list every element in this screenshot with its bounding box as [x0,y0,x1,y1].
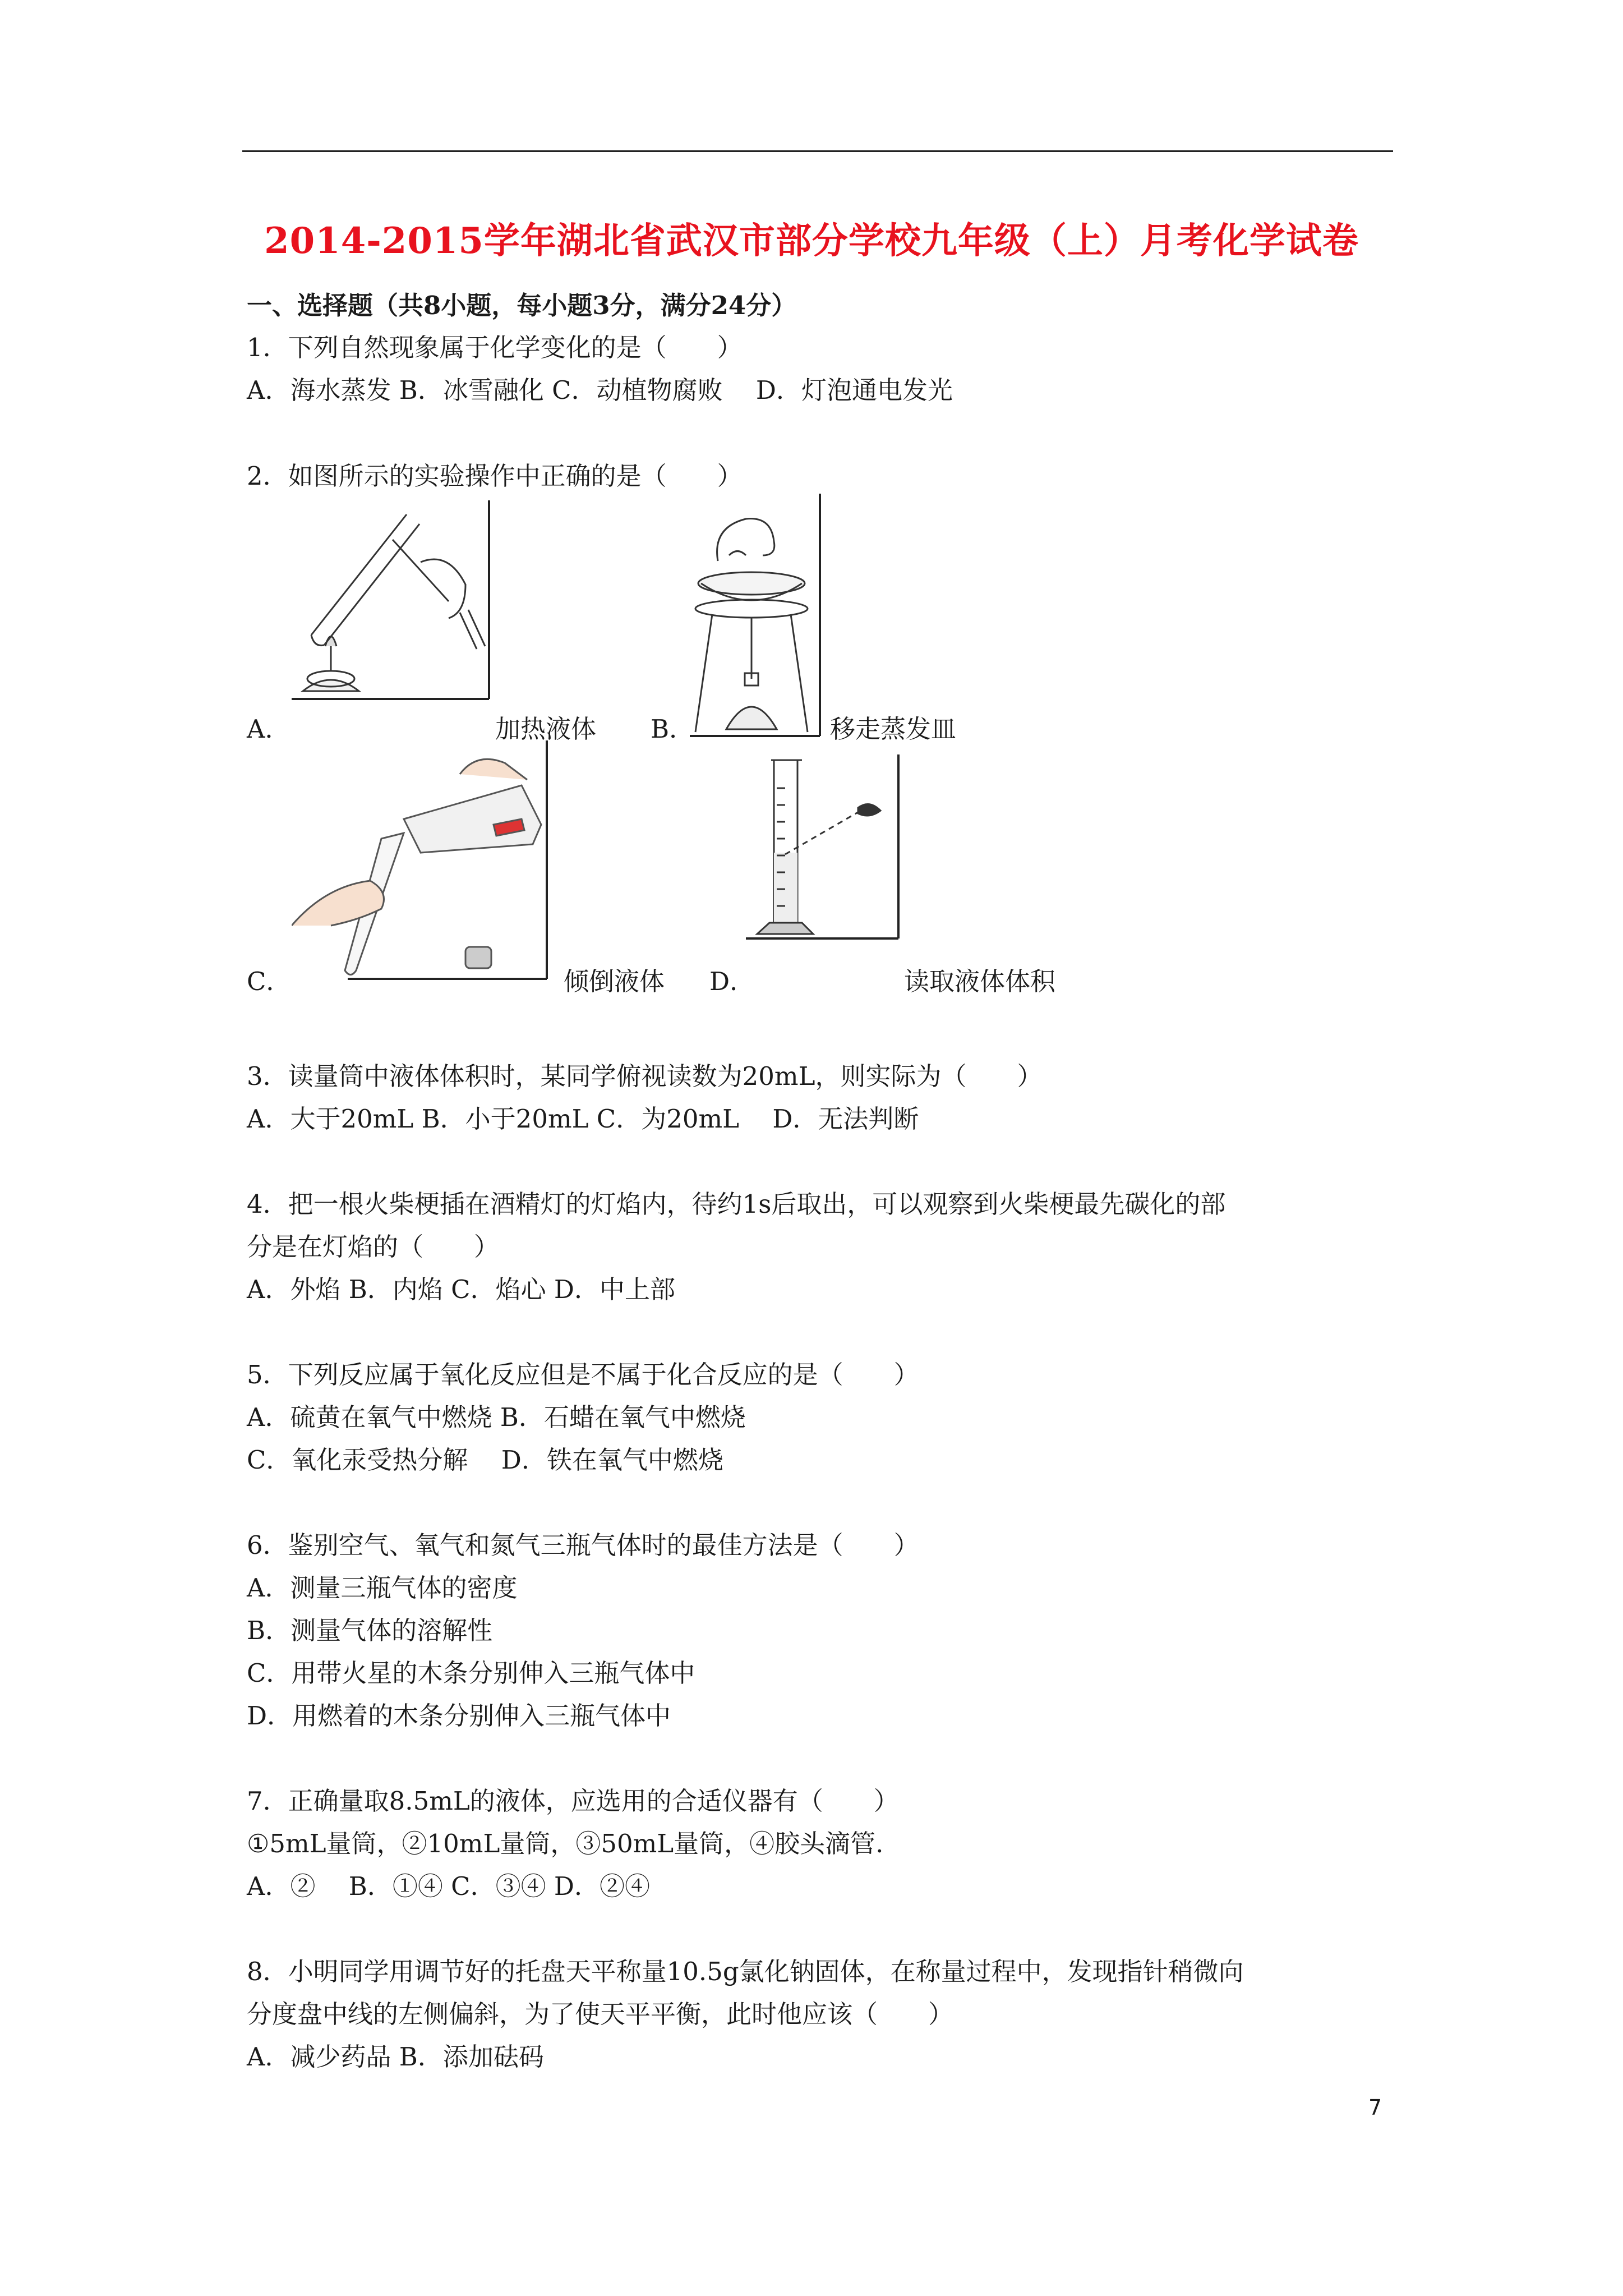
question-6-option-b: B．测量气体的溶解性 [247,1616,493,1645]
question-7-items: ①5mL量筒，②10mL量筒，③50mL量筒，④胶头滴管. [247,1829,884,1858]
option-c-caption: 倾倒液体 [564,967,665,996]
question-4-options: A．外焰 B．内焰 C．焰心 D．中上部 [247,1274,675,1304]
option-d-caption: 读取液体体积 [904,967,1056,996]
figure-reading-cylinder [746,754,909,940]
question-4-stem-line1: 4．把一根火柴梗插在酒精灯的灯焰内，待约1s后取出，可以观察到火柴梗最先碳化的部 [247,1189,1226,1219]
question-5-options-line2: C．氧化汞受热分解 D．铁在氧气中燃烧 [247,1445,723,1475]
section-heading: 一、选择题（共8小题，每小题3分，满分24分） [247,291,797,320]
option-a-caption: 加热液体 [495,714,597,744]
question-6-stem: 6．鉴别空气、氧气和氮气三瓶气体时的最佳方法是（ ） [247,1530,919,1560]
option-b-caption: 移走蒸发皿 [830,714,957,744]
page-number: 7 [1368,2095,1382,2120]
question-6-option-d: D．用燃着的木条分别伸入三瓶气体中 [247,1701,671,1731]
question-4-stem-line2: 分是在灯焰的（ ） [247,1232,500,1262]
page-title: 2014-2015学年湖北省武汉市部分学校九年级（上）月考化学试卷 [264,220,1359,262]
question-3-options: A．大于20mL B．小于20mL C．为20mL D．无法判断 [247,1104,919,1134]
option-a-letter: A． [247,714,291,744]
question-5-options-line1: A．硫黄在氧气中燃烧 B．石蜡在氧气中燃烧 [247,1402,746,1432]
question-3-stem: 3．读量筒中液体体积时，某同学俯视读数为20mL，则实际为（ ） [247,1061,1043,1091]
question-7-stem: 7．正确量取8.5mL的液体，应选用的合适仪器有（ ） [247,1786,899,1816]
figure-moving-evaporating-dish [679,494,830,738]
header-rule [242,150,1393,152]
figure-heating-liquid [280,500,499,702]
question-2-stem: 2．如图所示的实验操作中正确的是（ ） [247,461,743,491]
question-6-option-c: C．用带火星的木条分别伸入三瓶气体中 [247,1658,695,1688]
question-7-options: A．② B．①④ C．③④ D．②④ [247,1871,650,1901]
option-c-letter: C． [247,967,292,996]
question-1-stem: 1．下列自然现象属于化学变化的是（ ） [247,333,743,362]
option-d-letter: D． [709,967,755,996]
option-b-letter: B． [651,714,695,744]
question-6-option-a: A．测量三瓶气体的密度 [247,1573,518,1603]
question-1-options: A．海水蒸发 B．冰雪融化 C．动植物腐败 D．灯泡通电发光 [247,375,953,405]
question-8-stem-line2: 分度盘中线的左侧偏斜，为了使天平平衡，此时他应该（ ） [247,1999,954,2029]
question-5-stem: 5．下列反应属于氧化反应但是不属于化合反应的是（ ） [247,1360,919,1389]
question-8-stem-line1: 8．小明同学用调节好的托盘天平称量10.5g氯化钠固体，在称量过程中，发现指针稍微向 [247,1957,1244,1986]
figure-pouring-liquid [292,740,555,982]
question-8-options: A．减少药品 B．添加砝码 [247,2042,544,2072]
